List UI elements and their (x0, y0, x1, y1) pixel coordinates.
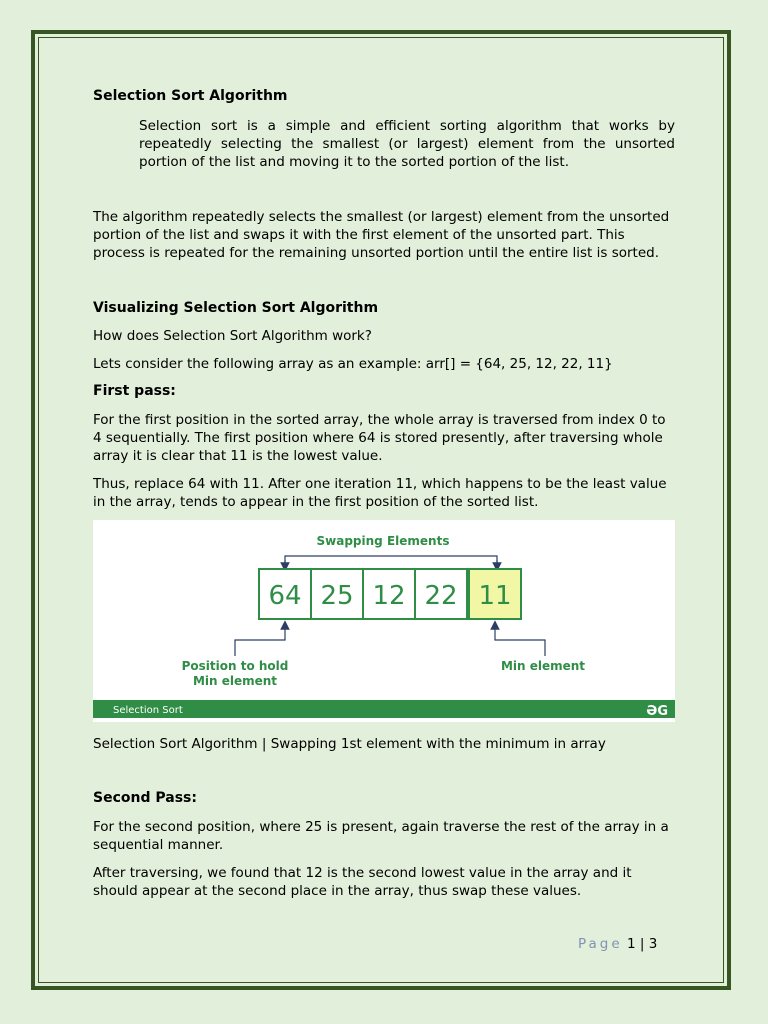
swap-arrow-line (285, 556, 497, 566)
page-total: 3 (648, 936, 658, 952)
first-pass-heading: First pass: (93, 383, 176, 399)
example-text: Lets consider the following array as an example: arr[] = {64, 25, 12, 22, 11} (93, 356, 613, 372)
first-pass-paragraph-2: Thus, replace 64 with 11. After one iteration 11, which happens to be the least value in the array, tends to appear in the first position of the sorted list. (93, 476, 667, 510)
page-footer (578, 936, 657, 952)
array-cells (259, 569, 521, 619)
algorithm-paragraph: The algorithm repeatedly selects the smallest (or largest) element from the unsorted portion of the list and swaps it with the first element of the unsorted part. This process is repeated for the remaining unsorted portion until the entire list is sorted. (93, 209, 670, 261)
array-cell-value: 25 (320, 581, 354, 611)
banner-label: Selection Sort (113, 705, 183, 716)
page-word: Page (578, 936, 623, 952)
min-element-label: Min element (500, 659, 586, 673)
position-arrow (235, 625, 285, 656)
intro-paragraph: Selection sort is a simple and efficient sorting algorithm that works by repeatedly selecting the smallest (or largest) element from the unsorted portion of the list and moving it to the sorted portion of the list. (139, 118, 675, 170)
page-title: Selection Sort Algorithm (93, 88, 288, 104)
page-separator: | (639, 936, 645, 952)
array-cell-value: 64 (268, 581, 302, 611)
swap-diagram (93, 520, 675, 722)
min-arrow (495, 625, 545, 656)
position-label-line2: Min element (192, 674, 278, 688)
swap-figure (93, 520, 675, 722)
swap-label: Swapping Elements (316, 534, 450, 548)
position-label-line1: Position to hold (181, 659, 289, 673)
array-cell-value: 12 (372, 581, 406, 611)
second-pass-heading: Second Pass: (93, 790, 197, 806)
array-cell-value: 11 (478, 581, 512, 611)
visualizing-heading: Visualizing Selection Sort Algorithm (93, 300, 379, 316)
question-text: How does Selection Sort Algorithm work? (93, 328, 372, 344)
second-pass-paragraph-2: After traversing, we found that 12 is the second lowest value in the array and it should appear at the second place in the array, thus swap these values. (93, 865, 632, 899)
first-pass-paragraph-1: For the first position in the sorted array, the whole array is traversed from index 0 to 4 sequentially. The first position where 64 is stored presently, after traversing whole array it is clear that 11 is the lowest value. (93, 412, 666, 464)
second-pass-paragraph-1: For the second position, where 25 is present, again traverse the rest of the array in a sequential manner. (93, 819, 669, 853)
array-cell-value: 22 (424, 581, 458, 611)
gfg-logo: ƏG (646, 704, 668, 719)
figure-caption: Selection Sort Algorithm | Swapping 1st element with the minimum in array (93, 736, 606, 752)
page-current: 1 (626, 936, 636, 952)
